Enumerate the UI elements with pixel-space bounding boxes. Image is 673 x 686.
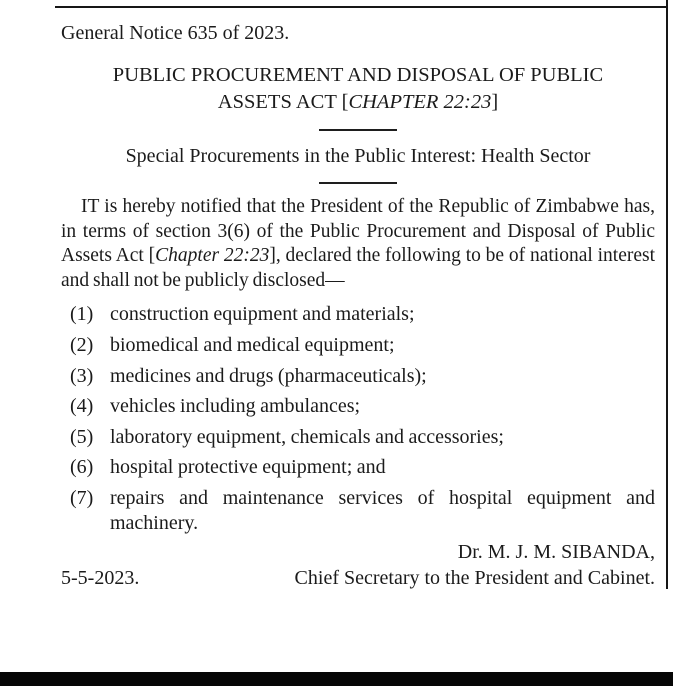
intro-chapter-reference: Chapter 22:23 [155, 245, 270, 267]
list-item-text: construction equipment and materials; [110, 303, 415, 326]
list-item-number: (5) [70, 425, 94, 448]
list-item-text: vehicles including ambulances; [110, 395, 361, 418]
right-column-rule [666, 0, 668, 589]
list-item-text: laboratory equipment, chemicals and accessories; [110, 425, 504, 448]
act-title-line2 [61, 89, 655, 116]
list-item-number: (7) [70, 486, 94, 509]
signature-row [61, 565, 655, 591]
list-item-number: (1) [70, 303, 94, 326]
act-title-line2-post: ] [491, 91, 499, 113]
signatory-name: Dr. M. J. M. SIBANDA, [457, 541, 655, 564]
act-title-line2-pre: ASSETS ACT [ [217, 91, 349, 113]
list-item-number: (6) [70, 456, 94, 479]
intro-paragraph [61, 195, 655, 293]
list-item [61, 425, 655, 450]
notice-subtitle: Special Procurements in the Public Interest: Health Sector [125, 145, 591, 167]
list-item-text: hospital protective equipment; and [110, 456, 386, 479]
intro-part2: ], declared the following to be of national interest and shall not be publicly disclosed— [61, 245, 655, 291]
list-item [61, 455, 655, 480]
notice-body [61, 0, 655, 591]
list-item [61, 486, 655, 535]
divider-rule-lower [319, 182, 397, 184]
notice-date: 5-5-2023. [61, 567, 140, 590]
general-notice-number: General Notice 635 of 2023. [61, 22, 290, 44]
declared-items-list [61, 302, 655, 535]
list-item-text: repairs and maintenance services of hospital equipment and machinery. [110, 486, 655, 534]
list-item [61, 333, 655, 358]
list-item-number: (3) [70, 364, 94, 387]
list-item [61, 364, 655, 389]
intro-part1: IT is hereby notified that the President of the Republic of Zimbabwe has, in terms of section 3(6) of the Public Procurement and Disposal of Public Assets Act [ [61, 196, 655, 267]
chapter-reference: CHAPTER 22:23 [348, 91, 492, 113]
act-title [61, 62, 655, 116]
list-item [61, 302, 655, 327]
list-item-text: medicines and drugs (pharmaceuticals); [110, 364, 427, 387]
list-item-number: (2) [70, 333, 94, 356]
act-title-line1: PUBLIC PROCUREMENT AND DISPOSAL OF PUBLIC [112, 64, 604, 86]
bottom-black-bar [0, 672, 673, 686]
list-item-text: biomedical and medical equipment; [110, 333, 395, 356]
signatory-title: Chief Secretary to the President and Cabinet. [294, 567, 655, 590]
list-item [61, 394, 655, 419]
list-item-number: (4) [70, 395, 94, 418]
divider-rule-upper [319, 129, 397, 131]
